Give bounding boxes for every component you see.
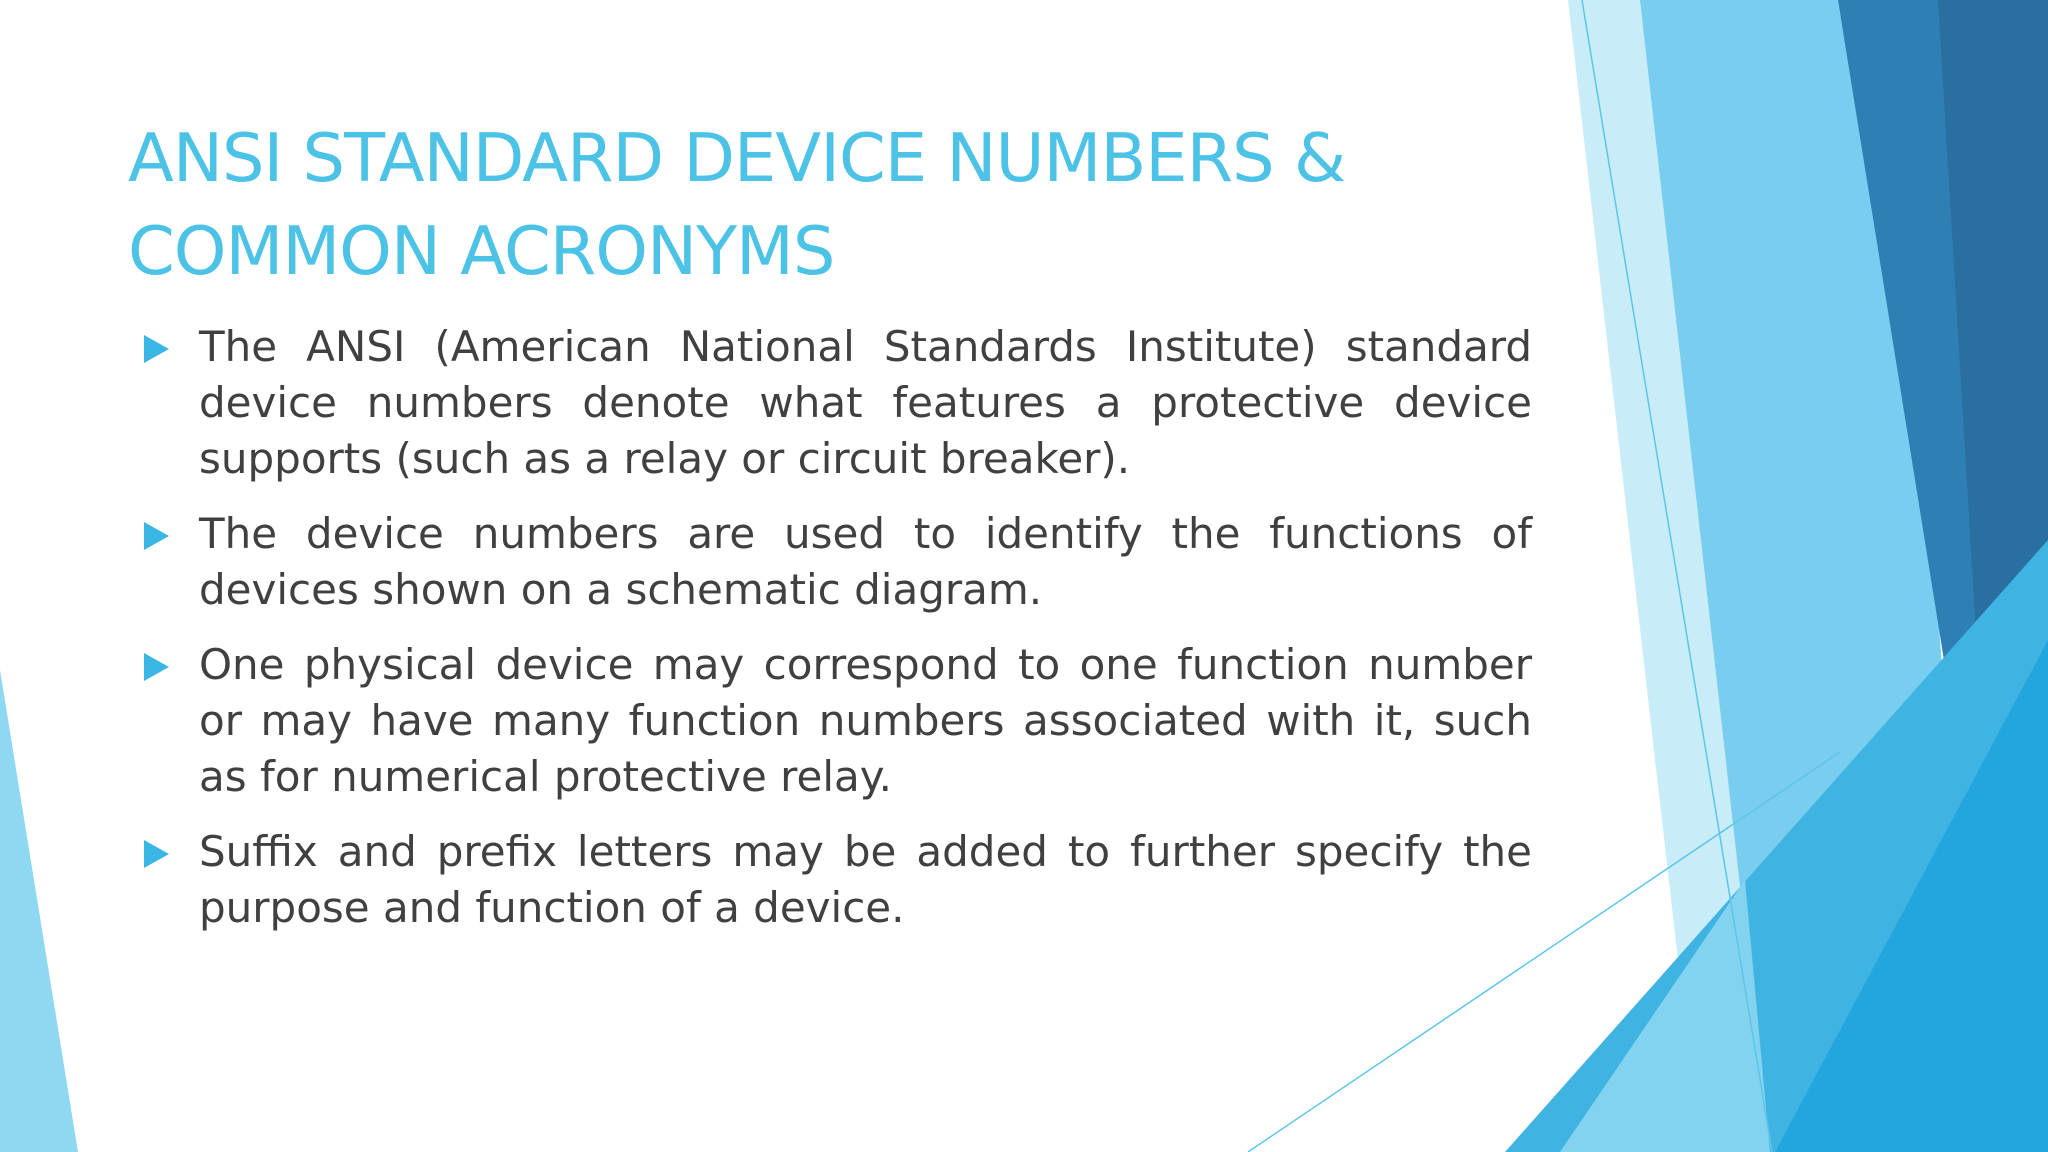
triangle-arrow-right-icon: [144, 653, 169, 681]
bullet-text: The ANSI (American National Standards Institute) standard device numbers denote what features a protective device supports (such as a relay or circuit breaker).: [199, 322, 1532, 483]
left-edge-shape: [0, 670, 78, 1152]
bullet-item: [140, 506, 1532, 618]
bullet-item: [140, 637, 1532, 805]
slide-title-line-1: ANSI STANDARD DEVICE NUMBERS &: [128, 119, 1346, 197]
triangle-arrow-right-icon: [144, 522, 169, 550]
bullet-item: [140, 319, 1532, 487]
triangle-arrow-right-icon: [144, 840, 169, 868]
bullet-text: One physical device may correspond to one function number or may have many function numbers associated with it, such as for numerical protective relay.: [199, 640, 1532, 801]
bullet-item: [140, 824, 1532, 936]
slide-title: [128, 112, 1428, 298]
bullet-text: Suffix and prefix letters may be added to further specify the purpose and function of a device.: [199, 827, 1532, 932]
slide-title-line-2: COMMON ACRONYMS: [128, 212, 835, 290]
bullet-text: The device numbers are used to identify the functions of devices shown on a schematic diagram.: [199, 509, 1532, 614]
triangle-arrow-right-icon: [144, 335, 169, 363]
bullet-list: [140, 319, 1532, 955]
